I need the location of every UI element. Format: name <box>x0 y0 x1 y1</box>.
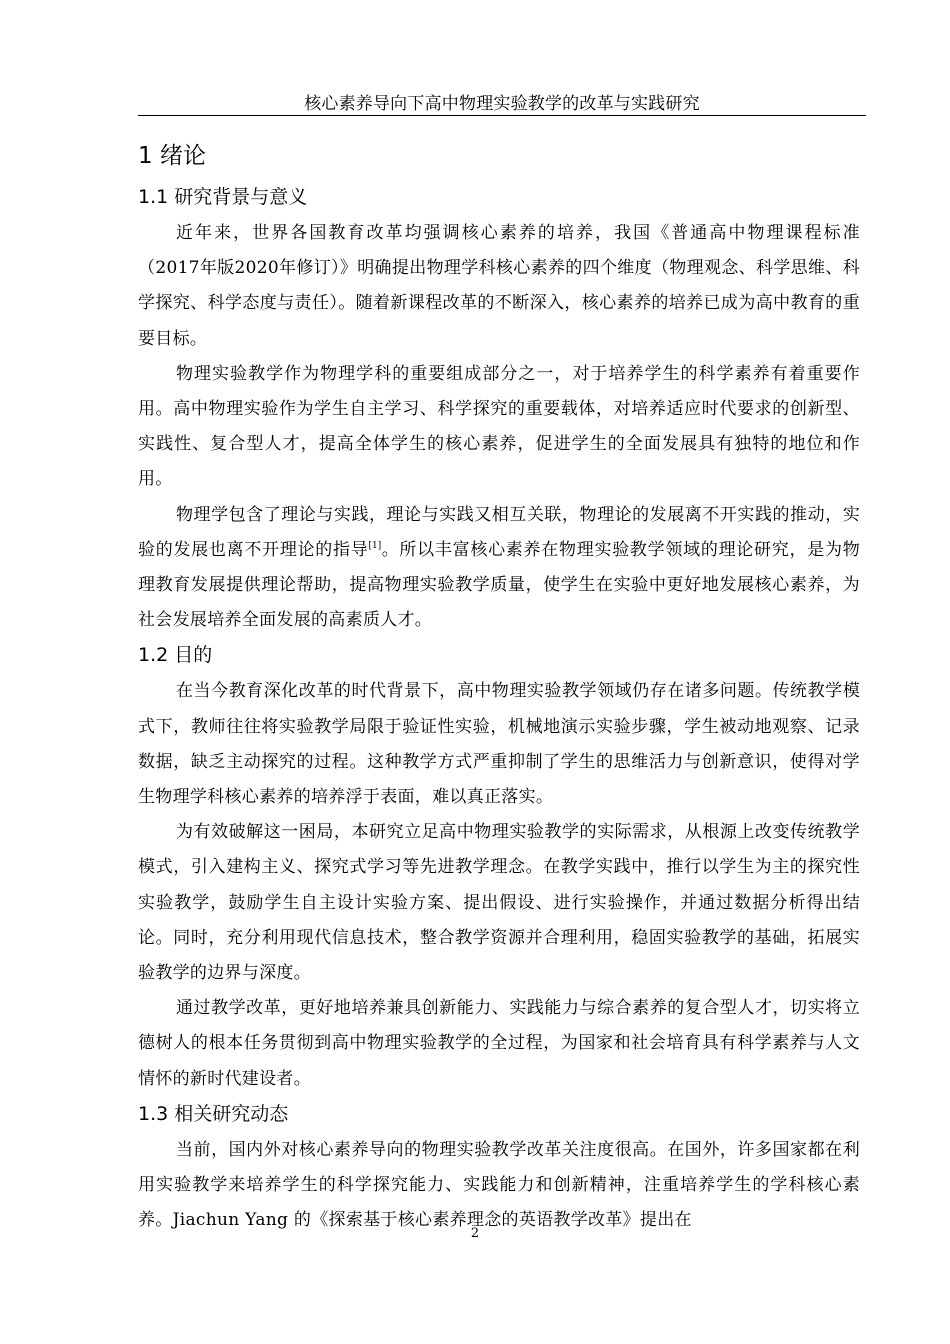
paragraph-1-1-c <box>138 498 860 639</box>
paragraph-1-2-c: 通过教学改革，更好地培养兼具创新能力、实践能力与综合素养的复合型人才，切实将立德树人的根本任务贯彻到高中物理实验教学的全过程，为国家和社会培育具有科学素养与人文情怀的新时代建设者。 <box>138 998 860 1089</box>
section-title-1-3: 1.3 相关研究动态 <box>138 1102 289 1125</box>
section-title-1-1: 1.1 研究背景与意义 <box>138 186 308 208</box>
paragraph-1-2-a: 在当今教育深化改革的时代背景下，高中物理实验教学领域仍存在诸多问题。传统教学模式下，教师往往将实验教学局限于验证性实验，机械地演示实验步骤，学生被动地观察、记录数据，缺乏主动探究的过程。这种教学方式严重抑制了学生的思维活力与创新意识，使得对学生物理学科核心素养的培养浮于表面，难以真正落实。 <box>138 681 860 808</box>
citation-ref[interactable]: [1] <box>368 540 382 551</box>
paragraph-text: 。所以丰富核心素养在物理实验教学领域的理论研究，是为物理教育发展提供理论帮助，提高物理实验教学质量，使学生在实验中更好地发展核心素养，为社会发展培养全面发展的高素质人才。 <box>138 539 860 631</box>
page-body <box>138 136 860 1238</box>
chapter-title: 1 绪论 <box>138 143 206 169</box>
section-title-1-2: 1.2 目的 <box>138 644 213 667</box>
paragraph-text: 物理学包含了理论与实践，理论与实践又相互关联，物理论的发展离不开实践的推动，实验的发展也离不开理论的指导 <box>138 504 860 560</box>
paragraph-1-1-a: 近年来，世界各国教育改革均强调核心素养的培养，我国《普通高中物理课程标准（2017年版2020年修订）》明确提出物理学科核心素养的四个维度（物理观念、科学思维、科学探究、科学态度与责任）。随着新课程改革的不断深入，核心素养的培养已成为高中教育的重要目标。 <box>138 223 860 349</box>
paragraph-1-1-b: 物理实验教学作为物理学科的重要组成部分之一，对于培养学生的科学素养有着重要作用。高中物理实验作为学生自主学习、科学探究的重要载体，对培养适应时代要求的创新型、实践性、复合型人才，提高全体学生的核心素养，促进学生的全面发展具有独特的地位和作用。 <box>138 363 860 490</box>
page-number: 2 <box>470 1226 480 1241</box>
paragraph-1-2-b: 为有效破解这一困局，本研究立足高中物理实验教学的实际需求，从根源上改变传统教学模式，引入建构主义、探究式学习等先进教学理念。在教学实践中，推行以学生为主的探究性实验教学，鼓励学生自主设计实验方案、提出假设、进行实验操作，并通过数据分析得出结论。同时，充分利用现代信息技术，整合教学资源并合理利用，稳固实验教学的基础，拓展实验教学的边界与深度。 <box>138 822 860 984</box>
paragraph-1-3-a: 当前，国内外对核心素养导向的物理实验教学改革关注度很高。在国外，许多国家都在利用实验教学来培养学生的科学探究能力、实践能力和创新精神，注重培养学生的学科核心素养。Jiachun Yang 的《探索基于核心素养理念的英语教学改革》提出在 <box>138 1139 860 1231</box>
running-header: 核心素养导向下高中物理实验教学的改革与实践研究 <box>138 93 866 116</box>
